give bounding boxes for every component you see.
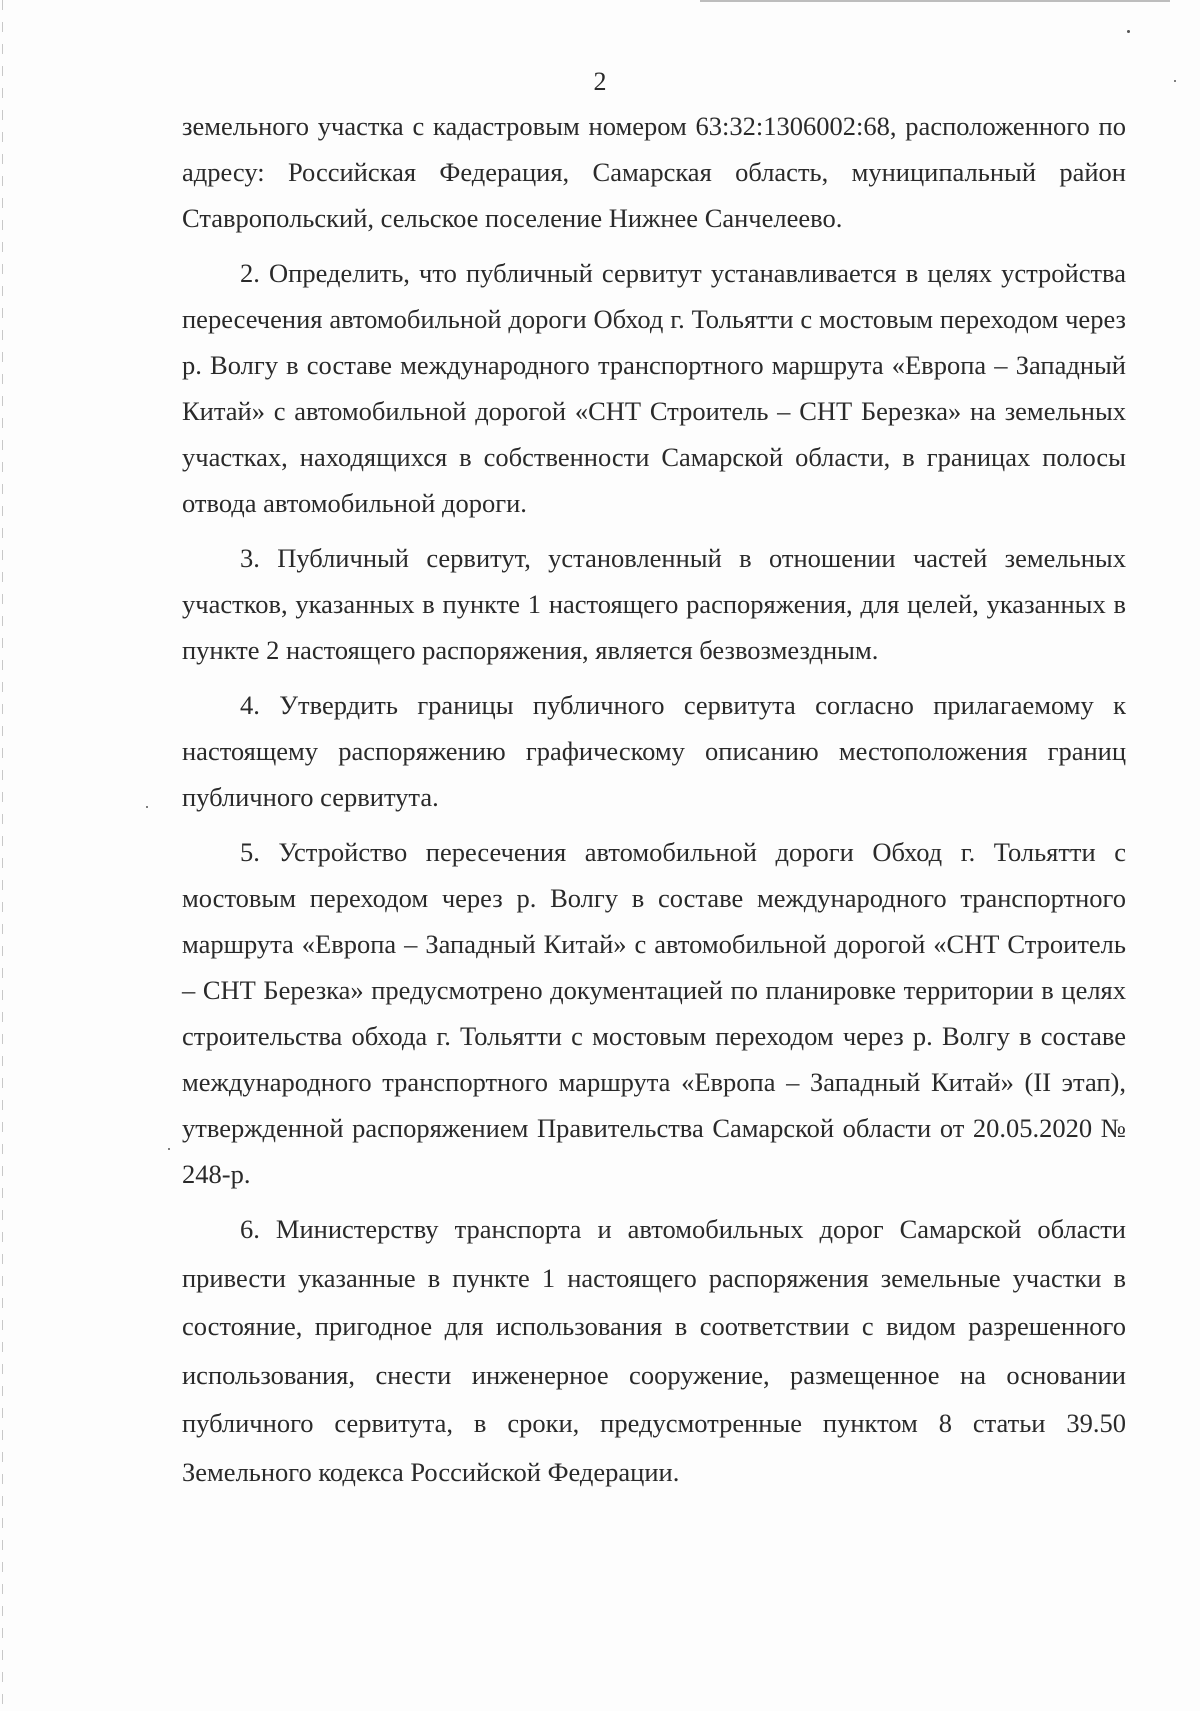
scan-edge-dashes <box>2 0 3 1711</box>
document-body <box>182 103 1126 1496</box>
paragraph-item-3: 3. Публичный сервитут, установленный в отношении частей земельных участков, указанных в пункте 1 настоящего распоряжения, для целей, указанных в пункте 2 настоящего распоряжения, является безвозмездным. <box>182 543 1126 665</box>
paragraph-item-2: 2. Определить, что публичный сервитут устанавливается в целях устройства пересечения автомобильной дороги Обход г. Тольятти с мостовым переходом через р. Волгу в составе международного транспортного маршрута «Европа – Западный Китай» с автомобильной дорогой «СНТ Строитель – СНТ Березка» на земельных участках, находящихся в собственности Самарской области, в границах полосы отвода автомобильной дороги. <box>182 258 1126 518</box>
paragraph-item-6: 6. Министерству транспорта и автомобильных дорог Самарской области привести указанные в пункте 1 настоящего распоряжения земельные участки в состояние, пригодное для использования в соответствии с видом разрешенного использования, снести инженерное сооружение, размещенное на основании публичного сервитута, в сроки, предусмотренные пунктом 8 статьи 39.50 Земельного кодекса Российской Федерации. <box>182 1214 1126 1487</box>
scan-speck <box>1127 30 1130 33</box>
paragraph-continuation: земельного участка с кадастровым номером 63:32:1306002:68, расположенного по адресу: Российская Федерация, Самарская область, муниципальный район Ставропольский, сельское поселение Нижнее Санчелеево. <box>182 111 1126 233</box>
paragraph-item-4: 4. Утвердить границы публичного сервитута согласно прилагаемому к настоящему распоряжению графическому описанию местоположения границ публичного сервитута. <box>182 690 1126 812</box>
scan-edge-line <box>700 0 1170 2</box>
paragraph-item-5: 5. Устройство пересечения автомобильной дороги Обход г. Тольятти с мостовым переходом через р. Волгу в составе международного транспортного маршрута «Европа – Западный Китай» с автомобильной дорогой «СНТ Строитель – СНТ Березка» предусмотрено документацией по планировке территории в целях строительства обхода г. Тольятти с мостовым переходом через р. Волгу в составе международного транспортного маршрута «Европа – Западный Китай» (II этап), утвержденной распоряжением Правительства Самарской области от 20.05.2020 № 248-р. <box>182 837 1126 1189</box>
scan-speck <box>146 806 148 808</box>
page-number: 2 <box>593 67 607 96</box>
scan-speck <box>168 1148 170 1150</box>
